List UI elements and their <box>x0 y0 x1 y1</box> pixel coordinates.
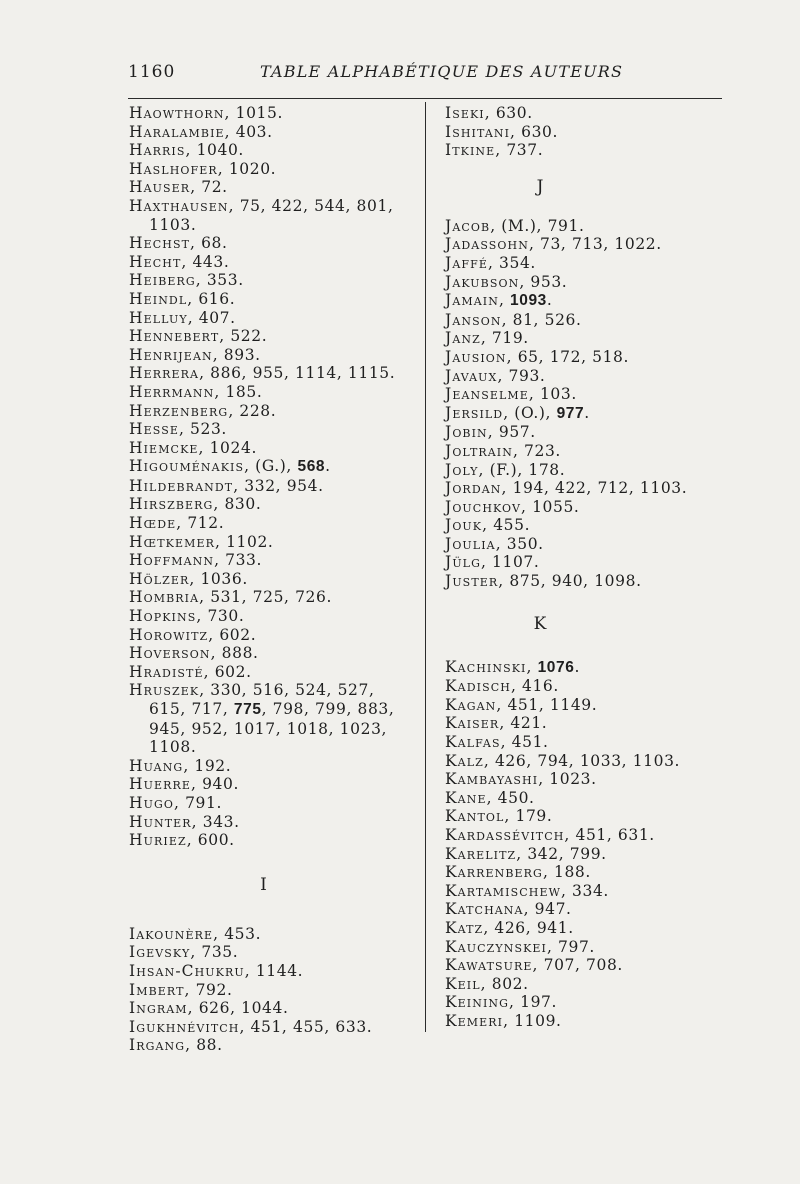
index-entry: Kambayashi, 1023. <box>445 770 597 789</box>
page-refs: 68. <box>201 234 228 253</box>
index-entry: Igukhnévitch, 451, 455, 633. <box>129 1017 373 1036</box>
author-name: Joulia <box>445 534 496 553</box>
index-entry: Horowitz, 602. <box>129 625 257 644</box>
page-refs: 707, 708. <box>543 956 623 975</box>
index-entry: Herzenberg, 228. <box>129 401 277 420</box>
index-entry: Joltrain, 723. <box>445 441 561 460</box>
page-refs: 451. <box>511 733 549 752</box>
header-rule <box>128 98 722 99</box>
index-entry: Harris, 1040. <box>129 141 244 160</box>
author-name: Katz <box>445 918 484 937</box>
index-entry: Kauczynskei, 797. <box>445 937 595 956</box>
page-refs: 332, 954. <box>244 476 324 495</box>
index-entry: Haslhofer, 1020. <box>129 159 277 178</box>
page-refs: 1036. <box>200 569 248 588</box>
index-entry: Hesse, 523. <box>129 420 227 439</box>
index-entry: Hopkins, 730. <box>129 607 245 626</box>
index-entry: Ihsan-Chukru, 1144. <box>129 961 304 980</box>
page-refs: 733. <box>225 551 263 570</box>
page-refs: 626, 1044. <box>198 999 289 1018</box>
page-refs: 712. <box>187 514 225 533</box>
principal-page-ref: 1093 <box>510 292 547 310</box>
page-refs: 188. <box>554 863 591 882</box>
author-name: Higouménakis <box>129 457 245 476</box>
page-refs: 616. <box>198 289 236 308</box>
index-entry: Joly, (F.), 178. <box>445 460 566 479</box>
author-name: Haralambie <box>129 122 225 141</box>
page-refs: 719. <box>491 329 529 348</box>
page-refs: 334. <box>572 881 609 900</box>
page-refs: 953. <box>530 272 568 291</box>
index-entry: Higouménakis, (G.), 568. <box>129 457 331 476</box>
index-entry: Jouchkov, 1055. <box>445 497 580 516</box>
index-entry: Joulia, 350. <box>445 534 544 553</box>
index-entry: Hauser, 72. <box>129 178 228 197</box>
author-name: Haslhofer <box>129 159 218 178</box>
principal-page-ref: 568 <box>297 458 326 476</box>
author-name: Hölzer <box>129 569 190 588</box>
index-entry: Jouk, 455. <box>445 516 531 535</box>
index-entry: Hoffmann, 733. <box>129 551 263 570</box>
author-name: Jaffé <box>445 253 488 272</box>
index-entry: Katz, 426, 941. <box>445 918 574 937</box>
letter-heading-i: I <box>260 874 267 895</box>
index-section-k <box>445 658 785 1031</box>
index-entry: Keining, 197. <box>445 993 558 1012</box>
index-entry: Jobin, 957. <box>445 423 536 442</box>
page-refs: 453. <box>224 924 262 943</box>
author-name: Ingram <box>129 999 188 1018</box>
author-name: Jeanselme <box>445 385 529 404</box>
page-refs: 875, 940, 1098. <box>509 572 642 591</box>
author-name: Hiemcke <box>129 438 199 457</box>
page-refs: 630. <box>521 122 559 141</box>
page-refs: 723. <box>524 441 561 460</box>
page-refs: 886, 955, 1114, 1115. <box>210 364 396 383</box>
page-refs: 88. <box>196 1036 223 1055</box>
author-name: Hopkins <box>129 607 197 626</box>
page-refs: 735. <box>201 943 239 962</box>
index-entry: Hoverson, 888. <box>129 644 259 663</box>
index-entry: Hölzer, 1036. <box>129 569 248 588</box>
index-section-i <box>129 925 414 1055</box>
author-name: Juster <box>445 572 499 591</box>
author-name: Hombria <box>129 588 200 607</box>
author-name: Hruszek <box>129 681 200 700</box>
page-refs-tail: . <box>325 457 331 476</box>
index-entry: Jausion, 65, 172, 518. <box>445 347 630 366</box>
author-name: Keining <box>445 993 510 1012</box>
index-entry: Kachinski, 1076. <box>445 657 580 676</box>
author-name: Jadassohn <box>445 235 529 254</box>
column-divider <box>425 102 426 1032</box>
author-name: Iseki <box>445 104 485 122</box>
index-entry: Kardassévitch, 451, 631. <box>445 826 655 844</box>
page-refs-tail: . <box>574 657 580 676</box>
author-name: Hugo <box>129 793 174 812</box>
index-entry: Hildebrandt, 332, 954. <box>129 476 324 495</box>
author-name: Hildebrandt <box>129 476 234 495</box>
index-entry: Irgang, 88. <box>129 1036 223 1055</box>
author-name: Huriez <box>129 831 187 850</box>
author-name: Kaiser <box>445 714 500 733</box>
author-name: Hradisté <box>129 662 204 681</box>
index-entry: Ishitani, 630. <box>445 122 559 141</box>
left-column <box>129 104 414 1055</box>
page-refs: 192. <box>194 756 232 775</box>
index-entry: Huang, 192. <box>129 756 232 775</box>
author-name: Hunter <box>129 812 192 831</box>
author-name: Huang <box>129 756 184 775</box>
page-refs: 522. <box>230 327 268 346</box>
index-entry: Hœde, 712. <box>129 514 225 533</box>
author-name: Jouchkov <box>445 497 522 516</box>
page-refs: 947. <box>534 900 572 919</box>
page-refs: 602. <box>219 625 257 644</box>
page-refs: 426, 794, 1033, 1103. <box>494 751 681 770</box>
page-refs: 940. <box>202 775 239 794</box>
index-entry: Iseki, 630. <box>445 104 533 122</box>
author-name: Katchana <box>445 900 524 919</box>
page-refs: 791. <box>185 793 222 812</box>
index-entry: Ingram, 626, 1044. <box>129 999 289 1018</box>
page-refs: 792. <box>195 980 233 999</box>
index-entry: Huerre, 940. <box>129 775 239 794</box>
page-refs: 1020. <box>228 159 277 178</box>
author-name: Heindl <box>129 289 188 308</box>
page-refs: 228. <box>239 401 277 420</box>
page-refs: 443. <box>192 252 230 271</box>
index-entry: Hruszek, 330, 516, 524, 527, 615, 717, 775, 798, 799, 883, 945, 952, 1017, 1018, 1023, 1108. <box>129 681 395 757</box>
page-refs: 797. <box>558 937 595 956</box>
page-refs: (M.), 791. <box>501 216 585 235</box>
index-entry: Karelitz, 342, 799. <box>445 844 607 863</box>
author-name: Heiberg <box>129 271 196 290</box>
page-refs: 1023. <box>549 770 597 789</box>
author-name: Igukhnévitch <box>129 1017 240 1036</box>
page-refs: 830. <box>224 495 262 514</box>
author-name: Huerre <box>129 775 192 794</box>
index-entry: Janz, 719. <box>445 329 529 348</box>
index-entry: Keil, 802. <box>445 974 529 993</box>
index-entry: Hirszberg, 830. <box>129 495 262 514</box>
index-section-h <box>129 104 414 850</box>
author-name: Kachinski <box>445 657 527 676</box>
index-entry: Kawatsure, 707, 708. <box>445 956 623 975</box>
page-refs: 185. <box>225 382 263 401</box>
page-refs: 75, 422, 544, 801, 1103. <box>149 196 394 234</box>
page-refs: 531, 725, 726. <box>210 588 333 607</box>
principal-page-ref: 775 <box>233 701 262 718</box>
author-name: Jersild <box>445 403 504 422</box>
author-name: Jacob <box>445 216 491 235</box>
author-name: Helluy <box>129 308 188 327</box>
index-entry: Kalz, 426, 794, 1033, 1103. <box>445 751 681 770</box>
author-name: Janz <box>445 329 481 348</box>
page-refs: (O.), <box>514 403 557 422</box>
index-entry: Heiberg, 353. <box>129 271 244 290</box>
author-name: Kawatsure <box>445 956 533 975</box>
author-name: Jülg <box>445 553 481 572</box>
index-entry: Kemeri, 1109. <box>445 1011 562 1030</box>
index-entry: Itkine, 737. <box>445 141 544 160</box>
author-name: Herzenberg <box>129 401 229 420</box>
letter-heading-j: J <box>536 176 544 197</box>
index-entry: Herrmann, 185. <box>129 382 263 401</box>
page-refs: 103. <box>539 385 577 404</box>
index-entry: Kadisch, 416. <box>445 677 559 696</box>
page-refs: 802. <box>491 974 529 993</box>
page-refs: 1107. <box>492 553 540 572</box>
page-refs: 354. <box>499 253 536 272</box>
index-entry: Jadassohn, 73, 713, 1022. <box>445 235 662 254</box>
author-name: Hechst <box>129 234 191 253</box>
index-entry: Hradisté, 602. <box>129 662 252 681</box>
index-entry: Jordan, 194, 422, 712, 1103. <box>445 479 688 498</box>
page-refs: 1040. <box>196 141 244 160</box>
page-refs: 416. <box>522 677 559 696</box>
page-refs-tail: . <box>584 403 590 422</box>
author-name: Kauczynskei <box>445 937 547 956</box>
author-name: Kadisch <box>445 677 511 696</box>
page-refs: 451, 1149. <box>507 695 598 714</box>
index-entry: Imbert, 792. <box>129 980 233 999</box>
page-refs: 343. <box>202 812 240 831</box>
index-entry: Hennebert, 522. <box>129 327 268 346</box>
index-entry: Hecht, 443. <box>129 252 230 271</box>
author-name: Irgang <box>129 1036 186 1055</box>
index-entry: Hechst, 68. <box>129 234 228 253</box>
index-entry: Katchana, 947. <box>445 900 572 919</box>
author-name: Janson <box>445 310 502 329</box>
page-refs: 730. <box>207 607 245 626</box>
author-name: Hennebert <box>129 327 220 346</box>
author-name: Karelitz <box>445 844 517 863</box>
page-refs: 81, 526. <box>512 310 582 329</box>
page-refs: 353. <box>206 271 244 290</box>
author-name: Kane <box>445 788 487 807</box>
page-refs: 455. <box>493 516 531 535</box>
author-name: Hesse <box>129 420 179 439</box>
page-header <box>128 62 722 88</box>
index-entry: Jülg, 1107. <box>445 553 540 572</box>
page-refs: 421. <box>510 714 548 733</box>
index-entry: Huriez, 600. <box>129 831 235 850</box>
page-refs: (G.), <box>255 457 298 476</box>
page-refs: 1015. <box>235 104 283 122</box>
author-name: Kardassévitch <box>445 826 565 844</box>
author-name: Jordan <box>445 479 502 498</box>
page-refs: 194, 422, 712, 1103. <box>512 479 688 498</box>
page-refs: 330, 516, 524, 527, 615, 717, <box>149 681 375 718</box>
author-name: Kambayashi <box>445 770 539 789</box>
index-entry: Henrijean, 893. <box>129 345 261 364</box>
author-name: Haowthorn <box>129 104 225 122</box>
author-name: Kantol <box>445 807 505 826</box>
index-entry: Helluy, 407. <box>129 308 236 327</box>
author-name: Haxthausen <box>129 196 229 215</box>
index-entry: Karrenberg, 188. <box>445 863 591 882</box>
author-name: Kemeri <box>445 1011 504 1030</box>
index-entry: Kartamischew, 334. <box>445 881 609 900</box>
page-refs: 197. <box>520 993 558 1012</box>
index-entry: Heindl, 616. <box>129 289 236 308</box>
index-entry: Kantol, 179. <box>445 807 553 826</box>
author-name: Jouk <box>445 516 483 535</box>
page-refs: 342, 799. <box>527 844 607 863</box>
index-entry: Jersild, (O.), 977. <box>445 403 590 422</box>
author-name: Henrijean <box>129 345 213 364</box>
author-name: Karrenberg <box>445 863 543 882</box>
page-refs: 451, 631. <box>575 826 655 844</box>
author-name: Harris <box>129 141 186 160</box>
page-number: 1160 <box>128 62 176 82</box>
page-refs: 1144. <box>255 961 304 980</box>
index-entry: Jaffé, 354. <box>445 253 536 272</box>
page-refs: 451, 455, 633. <box>250 1017 373 1036</box>
principal-page-ref: 1076 <box>537 658 575 676</box>
index-entry: Javaux, 793. <box>445 366 546 385</box>
index-section-i-continued <box>445 104 785 160</box>
index-entry: Haralambie, 403. <box>129 122 273 141</box>
page-refs: 72. <box>201 178 228 197</box>
index-entry: Kalfas, 451. <box>445 733 549 752</box>
author-name: Jamain <box>445 291 499 310</box>
running-title: TABLE ALPHABÉTIQUE DES AUTEURS <box>260 62 624 81</box>
page-refs-tail: , 798, 799, 883, 945, 952, 1017, 1018, 1023, 1108. <box>149 700 395 757</box>
index-entry: Hugo, 791. <box>129 793 222 812</box>
author-name: Horowitz <box>129 625 209 644</box>
index-entry: Hiemcke, 1024. <box>129 438 257 457</box>
index-entry: Hombria, 531, 725, 726. <box>129 588 333 607</box>
letter-heading-k: K <box>533 613 547 634</box>
author-name: Jobin <box>445 423 488 442</box>
author-name: Kalfas <box>445 733 501 752</box>
author-name: Hœde <box>129 514 177 533</box>
index-entry: Hœtkemer, 1102. <box>129 532 274 551</box>
index-entry: Herrera, 886, 955, 1114, 1115. <box>129 364 396 383</box>
author-name: Jausion <box>445 347 507 366</box>
author-name: Hœtkemer <box>129 532 215 551</box>
page-refs: 179. <box>515 807 553 826</box>
author-name: Ishitani <box>445 122 511 141</box>
author-name: Hauser <box>129 178 191 197</box>
author-name: Iakounère <box>129 924 214 943</box>
author-name: Kagan <box>445 695 497 714</box>
index-entry: Janson, 81, 526. <box>445 310 582 329</box>
author-name: Itkine <box>445 141 496 160</box>
author-name: Joltrain <box>445 441 513 460</box>
page-refs: 893. <box>223 345 261 364</box>
page-refs: 1055. <box>532 497 580 516</box>
principal-page-ref: 977 <box>556 404 585 422</box>
author-name: Hirszberg <box>129 495 214 514</box>
page-refs: 1024. <box>209 438 257 457</box>
author-name: Herrmann <box>129 382 215 401</box>
index-entry: Kane, 450. <box>445 788 535 807</box>
index-entry: Jeanselme, 103. <box>445 385 577 404</box>
author-name: Hoffmann <box>129 551 215 570</box>
index-entry: Iakounère, 453. <box>129 924 262 943</box>
index-entry: Haowthorn, 1015. <box>129 104 283 122</box>
page-refs: 350. <box>506 534 544 553</box>
page-refs: 1109. <box>514 1011 562 1030</box>
page-refs: 450. <box>497 788 535 807</box>
page-refs: 737. <box>506 141 544 160</box>
index-entry: Igevsky, 735. <box>129 943 239 962</box>
index-entry: Kaiser, 421. <box>445 714 548 733</box>
index-entry: Juster, 875, 940, 1098. <box>445 572 642 591</box>
page-refs: 888. <box>221 644 259 663</box>
page-refs: 523. <box>190 420 227 439</box>
index-entry: Kagan, 451, 1149. <box>445 695 598 714</box>
index-entry: Jakubson, 953. <box>445 272 568 291</box>
author-name: Keil <box>445 974 481 993</box>
author-name: Javaux <box>445 366 498 385</box>
page-refs: (F.), 178. <box>489 460 566 479</box>
author-name: Jakubson <box>445 272 520 291</box>
page-refs: 403. <box>235 122 273 141</box>
index-entry: Hunter, 343. <box>129 812 240 831</box>
index-entry: Haxthausen, 75, 422, 544, 801, 1103. <box>129 196 394 234</box>
page-refs: 73, 713, 1022. <box>540 235 662 254</box>
index-section-j <box>445 217 785 591</box>
page-refs: 600. <box>197 831 235 850</box>
author-name: Ihsan-Chukru <box>129 961 245 980</box>
page-refs: 426, 941. <box>494 918 574 937</box>
author-name: Kalz <box>445 751 484 770</box>
page-refs: 630. <box>495 104 533 122</box>
page-refs: 1102. <box>226 532 274 551</box>
page-refs: 602. <box>214 662 252 681</box>
author-name: Hoverson <box>129 644 211 663</box>
page-refs: 65, 172, 518. <box>517 347 630 366</box>
index-entry: Jamain, 1093. <box>445 291 553 310</box>
author-name: Joly <box>445 460 479 479</box>
author-name: Hecht <box>129 252 182 271</box>
author-name: Igevsky <box>129 943 191 962</box>
page-refs: 793. <box>508 366 546 385</box>
author-name: Herrera <box>129 364 200 383</box>
page-refs: 407. <box>198 308 236 327</box>
right-column <box>445 104 785 1031</box>
author-name: Imbert <box>129 980 185 999</box>
author-name: Kartamischew <box>445 881 561 900</box>
page-refs: 957. <box>498 423 536 442</box>
index-entry: Jacob, (M.), 791. <box>445 216 585 235</box>
page-refs-tail: . <box>546 291 553 310</box>
